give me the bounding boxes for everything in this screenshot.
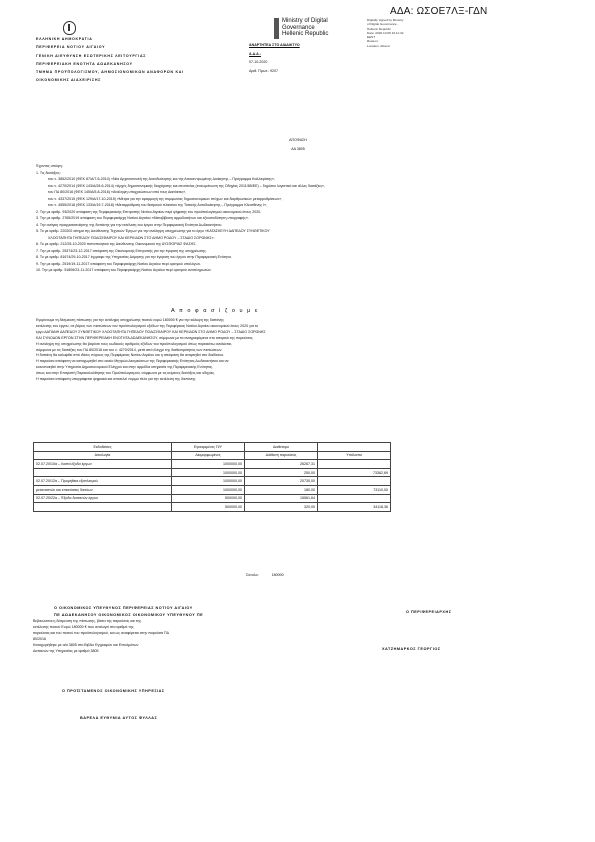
doc-number: ΑΑ 3805 — [291, 147, 305, 151]
table-header-cell: Διαμορφωμένες — [172, 451, 245, 460]
decision-line: Η δαπάνη θα καλυφθεί από ιδίους πόρους της Περιφέρειας Νοτίου Αιγαίου και η απόφαση θα αναρτηθεί στο διαδίκτυο. — [36, 353, 225, 358]
consideration-line: 6. Το με αριθμ. 212/25-10-2020 πιστοποιητικό της Διεύθυνσης Οικονομικού της ΔΥΣΦΟΡΙΑΣ ΦΑΣΗΣ. — [36, 242, 197, 246]
total-value: 180000 — [271, 573, 284, 577]
decision-line: Η παρούσα απόφαση υπογράφεται ψηφιακά και αποτελεί νόμιμο τίτλο για την εκτέλεση της δαπάνης. — [36, 377, 197, 382]
table-header-cell: Εκδοθείσες — [34, 443, 172, 452]
table-header-cell — [318, 443, 391, 452]
regional-governor-name: ΧΑΤΖΗΜΑΡΚΟΣ ΓΕΩΡΓΙΟΣ — [382, 647, 441, 651]
table-cell-empty — [318, 460, 391, 469]
signature-title: ΠΕ ΔΩΔΕΚΑΝΗΣΟΥ ΟΙΚΟΝΟΜΙΚΟΣ ΟΙΚΟΝΟΜΙΚΟΥ ΥΠΕΥΘΥΝΟΥ ΠΕ — [54, 613, 204, 617]
table-cell-remaining: 73110,00 — [318, 485, 391, 494]
publish-note: ΑΝΑΡΤΗΤΕΑ ΣΤΟ ΔΙΑΔΙΚΤΥΟ — [249, 43, 300, 47]
budget-table — [33, 442, 391, 512]
certification-line: Καταχωρήθηκε με α/α 3805 στο Βιβλίο Εγγραφών και Ενταλμάτων — [33, 642, 139, 647]
total-label: Σύνολο: — [246, 573, 259, 577]
table-cell-label: 02.07.20/10α – Λοιπά έξοδα έργων — [34, 460, 172, 469]
signature-line: Date: 2020.10.08 10:11:32 — [367, 30, 404, 35]
ministry-block — [282, 18, 328, 38]
authority-line: ΓΕΝΙΚΗ ΔΙΕΥΘΥΝΣΗ ΕΣΩΤΕΡΙΚΗΣ ΛΕΙΤΟΥΡΓΙΑΣ — [36, 53, 147, 58]
decision-line: Η ανάληψη της υποχρέωσης θα βαρύνει τους κωδικούς αριθμούς εξόδων του προϋπολογισμού όπως παρακάτω αναλύεται, — [36, 341, 233, 346]
table-header-row — [34, 451, 391, 460]
certification-line: Δαπανών της Υπηρεσίας με αριθμό 3805 — [33, 648, 99, 653]
consideration-line: 8. Το με αριθμ. 81674/29-10-2017 έγγραφο της Υπηρεσίας Δόμησης για την έγκριση του έργου στην Περιφερειακή Ενότητα. — [36, 255, 232, 259]
authority-line: ΠΕΡΙΦΕΡΕΙΑ ΝΟΤΙΟΥ ΑΙΓΑΙΟΥ — [36, 45, 106, 50]
signature-title: Ο ΟΙΚΟΝΟΜΙΚΟΣ ΥΠΕΥΘΥΝΟΣ ΠΕΡΙΦΕΡΕΙΑΣ ΝΟΤΙΟΥ ΑΙΓΑΙΟΥ — [54, 606, 193, 610]
regional-governor-title: Ο ΠΕΡΙΦΕΡΕΙΑΡΧΗΣ — [406, 610, 452, 614]
authority-line: ΕΛΛΗΝΙΚΗ ΔΗΜΟΚΡΑΤΙΑ — [36, 37, 93, 41]
table-row — [34, 460, 391, 469]
table-header-cell: Εγκεκριμένες Π/Υ — [172, 443, 245, 452]
table-cell-budget: 500000,00 — [172, 494, 245, 503]
consideration-line: του ν. 4337/2015 (ΦΕΚ 129/Α/17-10-2015) «Μέτρα για την εφαρμογή της συμφωνίας δημοσιονομικών στόχων και διαρθρωτικών μεταρρυθμίσεων», — [48, 196, 283, 201]
decision-heading: Α π ο φ α σ ί ζ ο υ μ ε — [171, 308, 259, 314]
consideration-line: 3. Την με αριθμ. 2765/2019 απόφαση του Περιφερειάρχη Νοτίου Αιγαίου «Μεταβίβαση αρμοδιοτήτων και εξουσιοδότηση υπογραφής». — [36, 216, 249, 220]
consideration-line: ΧΛΟΟΤΑΠΗΤΑ ΓΗΠΕΔΟΥ ΠΟΔΟΣΦΑΙΡΟΥ ΚΑΙ ΚΕΡΚΙΔΩΝ ΣΤΟ ΔΗΜΟ ΡΟΔΟΥ – ΣΤΑΔΙΟ ΣΟΡΩΝΗΣ». — [48, 235, 215, 240]
authority-line: ΠΕΡΙΦΕΡΕΙΑΚΗ ΕΝΟΤΗΤΑ ΔΩΔΕΚΑΝΗΣΟΥ — [36, 61, 133, 66]
certification-line: 80/2016 — [33, 636, 46, 641]
certification-text — [33, 619, 169, 654]
table-header-cell: Διαθέσιμο — [245, 443, 318, 452]
table-row — [34, 485, 391, 494]
decision-line: εκτέλεσης του έργου, σε βάρος των πιστώσεων του προϋπολογισμού εξόδων της Περιφέρειας Νοτίου Αιγαίου οικονομικού έτους 2020 για το — [36, 323, 259, 328]
table-cell-available: 320,00 — [245, 503, 318, 512]
head-financial-title: Ο ΠΡΟΪΣΤΑΜΕΝΟΣ ΟΙΚΟΝΟΜΙΚΗΣ ΥΠΗΡΕΣΙΑΣ — [62, 689, 165, 693]
consideration-line: 7. Την με αριθμ. 25374/23-12-2017 απόφαση της Οικονομικής Επιτροπής για την έγκριση της υποχρέωσης. — [36, 248, 207, 253]
certification-line: εκτέλεσης ποσού Ευρώ 180000 € που αναλογεί στο αριθμό της — [33, 624, 134, 629]
ministry-line: Hellenic Republic — [282, 31, 329, 37]
table-cell-budget: 1000000,00 — [172, 477, 245, 486]
decision-line: όπως και στην Επιτροπή Παρακολούθησης του Προϋπολογισμού, σύμφωνα με τις κείμενες διατάξεις και οδηγίες. — [36, 371, 216, 376]
table-row — [34, 477, 391, 486]
table-cell-budget: 1000000,00 — [172, 468, 245, 477]
signature-line: Hellenic Republic — [367, 26, 391, 31]
consideration-line: του ν. 4270/2014 (ΦΕΚ 143/Α/28-6-2014) «Αρχές δημοσιονομικής διαχείρισης και εποπτείας (ενσωμάτωση της Οδηγίας 2011/85/ΕΕ) – δημόσιο λογιστικό και άλλες διατάξεις», — [48, 183, 326, 188]
consideration-line: 2. Την με αριθμ. 93/2020 απόφαση της Περιφερειακής Επιτροπής Νοτίου Αιγαίου περί ψήφισης του προϋπολογισμού οικονομικού έτους 2020. — [36, 209, 262, 214]
authority-block — [36, 35, 184, 85]
table-header-cell: Υπόλοιπο — [318, 451, 391, 460]
table-cell-budget: 1000000,00 — [172, 485, 245, 494]
table-cell-remaining: 73362,69 — [318, 468, 391, 477]
decision-line: Εγκρίνουμε τη δέσμευση πίστωσης για την ανάληψη υποχρέωσης ποσού ευρώ 180000 € για την κάλυψη της δαπάνης — [36, 318, 224, 322]
table-row — [34, 503, 391, 512]
ministry-line: Governance — [282, 24, 315, 31]
certification-line: παρούσας και του ποσού του προϋπολογισμού, και ως αναφέρεται στην παρούσα ΠΔ — [33, 630, 170, 635]
table-cell-available: 20730,00 — [245, 477, 318, 486]
signature-line: Location: Athens — [367, 43, 390, 48]
signature-stamp-icon — [274, 18, 279, 39]
consideration-line: 5. Το με αριθμ. 220202 αίτημα της Διεύθυνσης Τεχνικών Έργων για την ανάληψη υποχρέωσης για το έργο «ΚΑΤΑΣΚΕΥΗ ΔΑΠΕΔΟΥ ΣΥΝΘΕΤΙΚΟΥ — [36, 229, 270, 233]
doc-date: 07-10-2020 — [249, 60, 268, 64]
decision-line: Η παρούσα απόφαση να καταχωρηθεί στο οικείο Μητρώο Δεσμεύσεων της Περιφερειακής Ενότητας Δωδεκανήσου και να — [36, 359, 229, 364]
table-cell-empty — [34, 503, 172, 512]
authority-line: ΤΜΗΜΑ ΠΡΟΫΠΟΛΟΓΙΣΜΟΥ, ΔΗΜΟΣΙΟΝΟΜΙΚΩΝ ΑΝΑΦΟΡΩΝ ΚΑΙ — [36, 70, 184, 75]
table-cell-available: 15561,64 — [245, 494, 318, 503]
table-cell-budget: 500000,00 — [172, 503, 245, 512]
consideration-line: 9. Την με αριθμ. 2519/19-11-2017 απόφαση του Περιφερειάρχη Νοτίου Αιγαίου περί ορισμού υπολόγων. — [36, 261, 202, 266]
table-cell-label: 02.07.20/12α – Προμήθεια εξοπλισμού — [34, 477, 172, 486]
decision-line: ΚΑΙ ΣΥΝΟΔΩΝ ΕΡΓΩΝ ΣΤΗΝ ΠΕΡΙΦΕΡΕΙΑΚΗ ΕΝΟΤΗΤΑ ΔΩΔΕΚΑΝΗΣΟΥ, σύμφωνα με τα αναγραφόμενα στο ιστορικό της παρούσας. — [36, 335, 254, 340]
consideration-line: Έχοντας υπόψη: — [36, 164, 63, 168]
table-header-cell: Διάθεση παρούσας — [245, 451, 318, 460]
certification-line: Βεβαιώνεται η δέσμευση της πίστωσης, βάσει της παρούσας και της — [33, 619, 142, 623]
authority-line: ΟΙΚΟΝΟΜΙΚΗΣ ΔΙΑΧΕΙΡΙΣΗΣ — [36, 78, 101, 83]
table-cell-label: μεταναστών και επεκτάσεις δικτύων — [34, 485, 172, 494]
table-cell-empty — [318, 477, 391, 486]
coat-of-arms-icon — [63, 21, 76, 35]
table-cell-available: 180,00 — [245, 485, 318, 494]
table-cell-available: 250,00 — [245, 468, 318, 477]
protocol-number: Αριθ. Πρωτ.: 9207 — [249, 68, 279, 73]
signature-line: Reason: — [367, 39, 379, 44]
consideration-line: του ν. 4555/2018 (ΦΕΚ 133/Α/19-7-2018) «Μεταρρύθμιση του θεσμικού πλαισίου της Τοπικής Αυτοδιοίκησης – Πρόγραμμα Κλεισθένης Ι», — [48, 203, 268, 207]
reference-block — [249, 41, 300, 75]
digital-signature-block — [367, 18, 403, 48]
table-cell-remaining: 34118,36 — [318, 503, 391, 512]
decision-line: κοινοποιηθεί στην Υπηρεσία Δημοσιονομικού Ελέγχου και στην αρμόδια υπηρεσία της Περιφερειακής Ενότητας, — [36, 365, 214, 370]
ministry-line: Ministry of Digital — [282, 18, 328, 24]
decision-text — [36, 318, 556, 383]
table-row — [34, 494, 391, 503]
table-cell-available: 26267,31 — [245, 460, 318, 469]
total-row — [246, 573, 284, 577]
consideration-line: του ΠΔ 80/2016 (ΦΕΚ 145/Α/5-8-2016) «Ανάληψη υποχρεώσεων από τους Διατάκτες», — [48, 190, 187, 194]
head-financial-name: ΒΑΡΕΛΑ ΕΥΘΥΜΙΑ ΑΥΤΟΣ ΦΥΛΛΑΣ — [80, 716, 158, 720]
consideration-line: 4. Την ανάγκη πραγματοποίησης της δαπάνης για την εκτέλεση του έργου στην Περιφερειακή Ενότητα Δωδεκανήσου. — [36, 222, 223, 227]
table-header-row — [34, 443, 391, 452]
ada-header: ΑΔΑ: ΩΣΟΕ7ΛΞ-ΓΔΝ — [390, 6, 488, 17]
doc-title: ΑΠΟΦΑΣΗ — [289, 138, 307, 142]
consideration-line: 10. Την με αριθμ. 51806/23-11-2017 απόφαση του Περιφερειάρχη Νοτίου Αιγαίου περί ορισμού αναπληρωτών. — [36, 268, 212, 272]
table-row — [34, 468, 391, 477]
table-header-cell: Αιτιολογία — [34, 451, 172, 460]
table-cell-label: 02.07.20/22α – Έξοδα δαπανών έργου — [34, 494, 172, 503]
consideration-line: του ν. 3852/2010 (ΦΕΚ 87/Α/7-6-2010) «Νέα Αρχιτεκτονική της Αυτοδιοίκησης και της Αποκεντρωμένης Διοίκησης – Πρόγραμμα Καλλικράτης», — [48, 177, 275, 181]
ada-label: Α.Δ.Α.: — [249, 51, 261, 56]
table-cell-empty — [34, 468, 172, 477]
signature-line: Digitally signed by Ministry — [367, 18, 404, 22]
table-cell-budget: 1000000,00 — [172, 460, 245, 469]
signature-line: of Digital Governance, — [367, 22, 398, 27]
decision-line: έργο ΔΑΠΑΝΗ ΔΑΠΕΔΟΥ ΣΥΝΘΕΤΙΚΟΥ ΧΛΟΟΤΑΠΗΤΑ ΓΗΠΕΔΟΥ ΠΟΔΟΣΦΑΙΡΟΥ ΚΑΙ ΚΕΡΚΙΔΩΝ ΣΤΟ ΔΗΜΟ ΡΟΔΟΥ – ΣΤΑΔΙΟ ΣΟΡΩΝΗΣ — [36, 329, 266, 334]
financial-officer-signature — [54, 605, 203, 619]
signature-line: EEST — [367, 35, 376, 40]
table-cell-empty — [318, 494, 391, 503]
consideration-line: 1. Τις διατάξεις: — [36, 170, 61, 175]
decision-line: σύμφωνα με τις διατάξεις του ΠΔ 80/2016 και του ν. 4270/2014, μετά από έλεγχο της διαθεσιμότητας των πιστώσεων. — [36, 347, 223, 352]
considerations-list — [36, 163, 556, 274]
